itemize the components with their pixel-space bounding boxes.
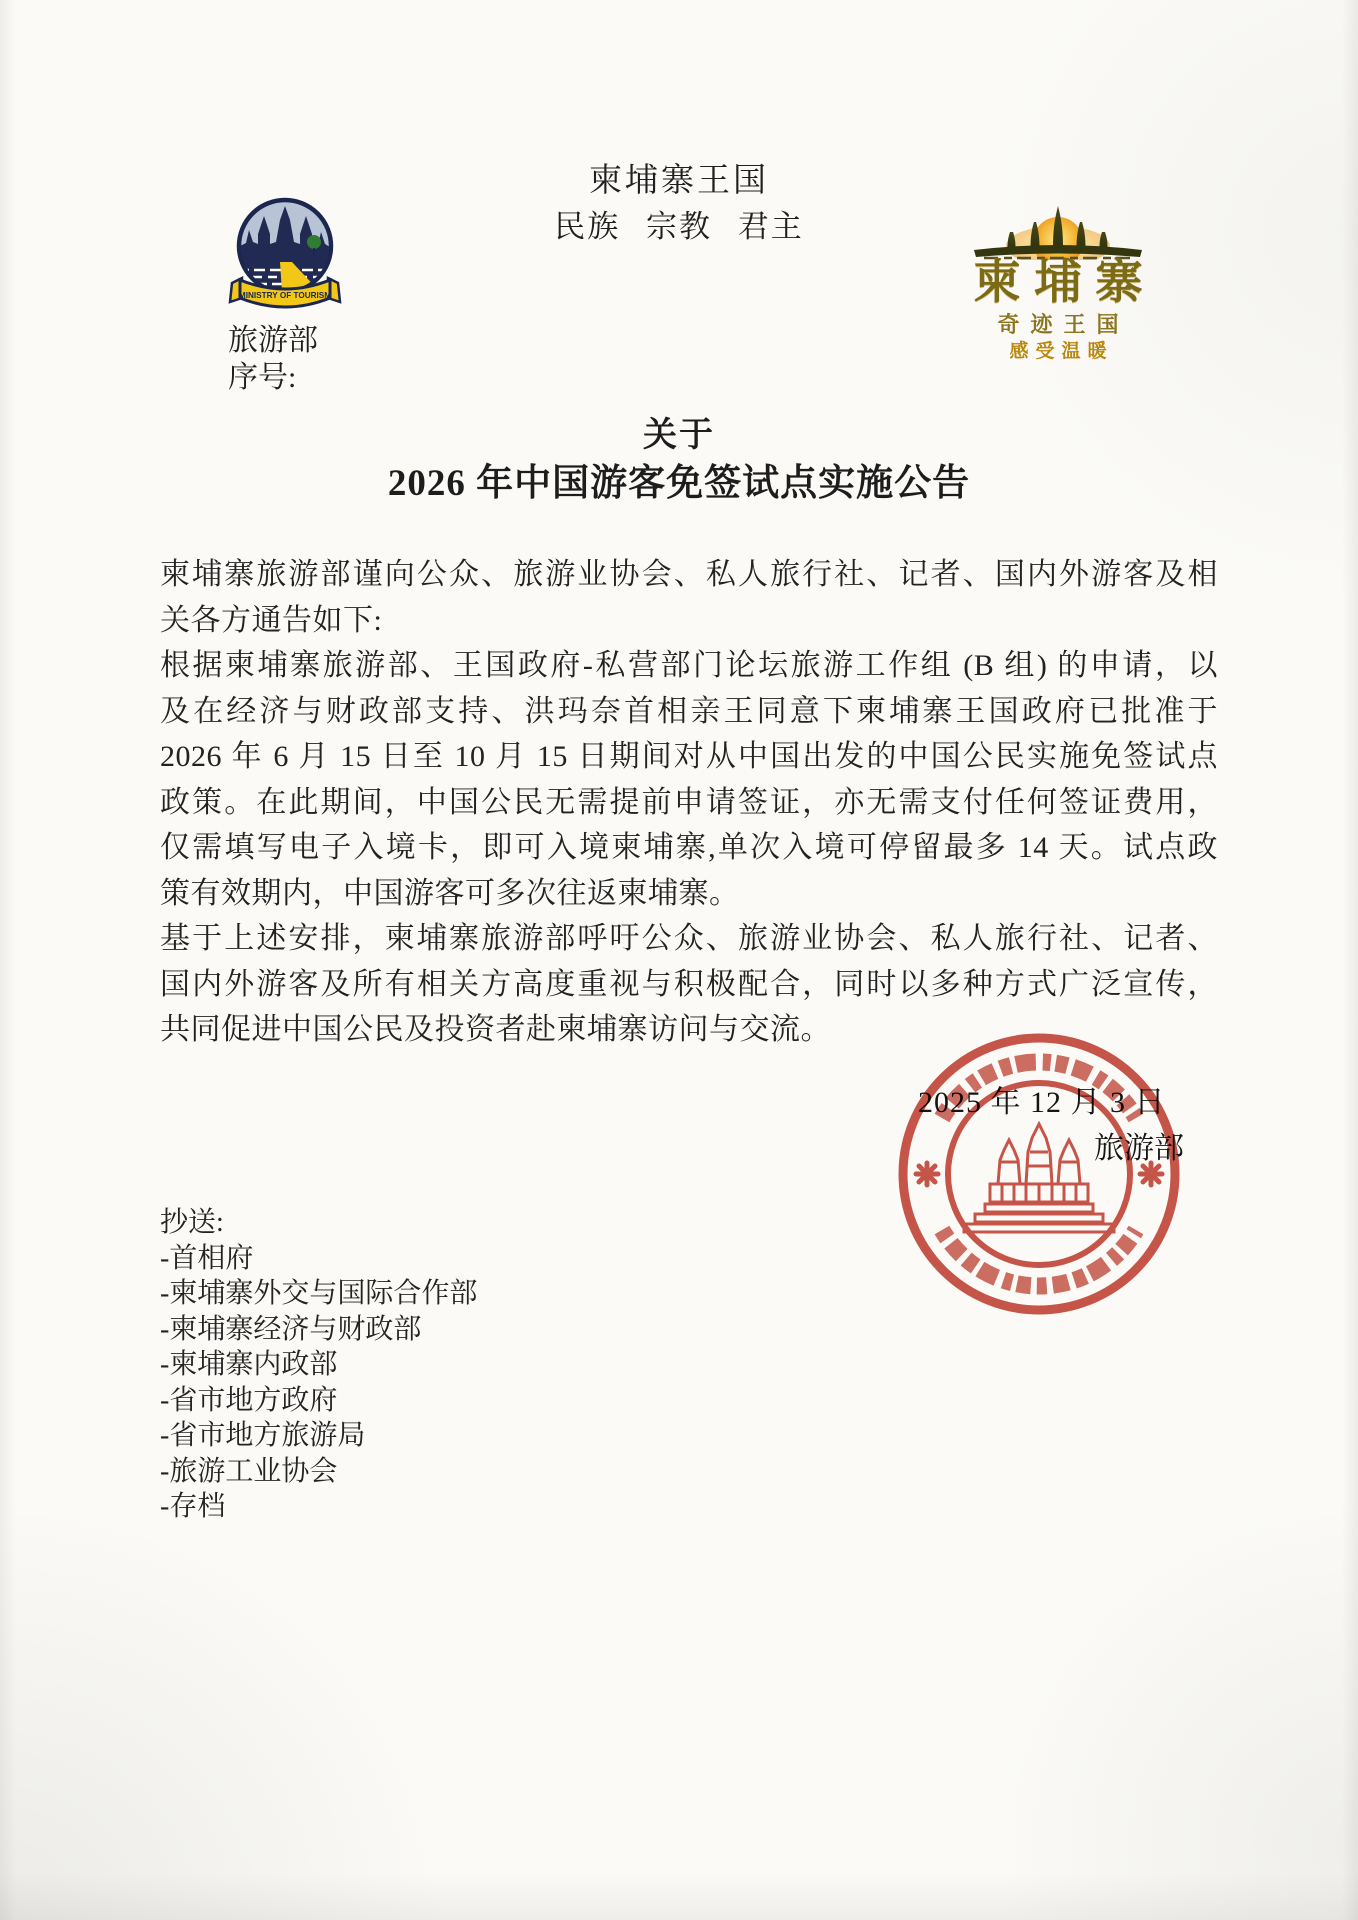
body-line: 2026 年 6 月 15 日至 10 月 15 日期间对从中国出发的中国公民实施免签试点: [160, 740, 1218, 773]
cc-item: -首相府: [160, 1242, 254, 1274]
cc-item: -柬埔寨外交与国际合作部: [160, 1278, 478, 1309]
ministry-of-tourism-seal-icon: [220, 182, 350, 318]
signoff-date: 2025 年 12 月 3 日: [918, 1086, 1166, 1119]
cc-label: 抄送:: [160, 1207, 224, 1238]
cc-item: -存档: [160, 1491, 226, 1522]
body-line: 国内外游客及所有相关方高度重视与积极配合，同时以多种方式广泛宣传，: [160, 967, 1218, 1001]
cc-item: -省市地方旅游局: [160, 1420, 366, 1451]
cc-item: -省市地方政府: [160, 1384, 338, 1416]
brand-tagline-feel-the-warmth: 感受温暖: [1009, 341, 1114, 362]
cambodia-tourism-logo: [942, 196, 1174, 361]
signoff-signer: 旅游部: [1094, 1132, 1184, 1165]
body-line: 政策。在此期间，中国公民无需提前申请签证，亦无需支付任何签证费用，: [160, 785, 1218, 819]
doc-title: 2026 年中国游客免签试点实施公告: [387, 463, 971, 504]
red-official-stamp: [894, 1028, 1184, 1320]
ministry-caption: [228, 322, 318, 396]
body-line: 策有效期内，中国游客可多次往返柬埔寨。: [160, 876, 740, 910]
ministry-name: 旅游部: [228, 324, 318, 357]
body-line: 共同促进中国公民及投资者赴柬埔寨访问与交流。: [160, 1013, 831, 1046]
body-line: 关各方通告如下:: [160, 603, 383, 637]
announcement-body: [160, 552, 1218, 1053]
national-motto: 民族 宗教 君主: [554, 209, 804, 244]
angkor-sunset-icon: [950, 196, 1166, 260]
brand-tagline-kingdom-of-wonder: 奇迹王国: [997, 312, 1130, 337]
cc-list: [160, 1205, 477, 1525]
cc-item: -柬埔寨经济与财政部: [160, 1313, 422, 1345]
body-line: 基于上述安排，柬埔寨旅游部呼吁公众、旅游业协会、私人旅行社、记者、: [160, 922, 1218, 955]
brand-wordmark: 柬埔寨: [973, 257, 1157, 309]
body-line: 及在经济与财政部支持、洪玛奈首相亲王同意下柬埔寨王国政府已批准于: [160, 694, 1218, 728]
cc-item: -柬埔寨内政部: [160, 1349, 338, 1380]
cc-item: -旅游工业协会: [160, 1455, 338, 1487]
body-line: 根据柬埔寨旅游部、王国政府-私营部门论坛旅游工作组 (B 组) 的申请，以: [160, 649, 1218, 682]
kingdom-header: 柬埔寨王国: [589, 163, 769, 199]
doc-title-prefix: 关于: [643, 417, 715, 454]
body-line: 仅需填写电子入境卡，即可入境柬埔寨,单次入境可停留最多 14 天。试点政: [160, 831, 1218, 864]
body-line: 柬埔寨旅游部谨向公众、旅游业协会、私人旅行社、记者、国内外游客及相: [160, 558, 1218, 591]
serial-number-label: 序号:: [228, 361, 297, 394]
seal-banner-label: MINISTRY OF TOURISM: [238, 291, 332, 300]
